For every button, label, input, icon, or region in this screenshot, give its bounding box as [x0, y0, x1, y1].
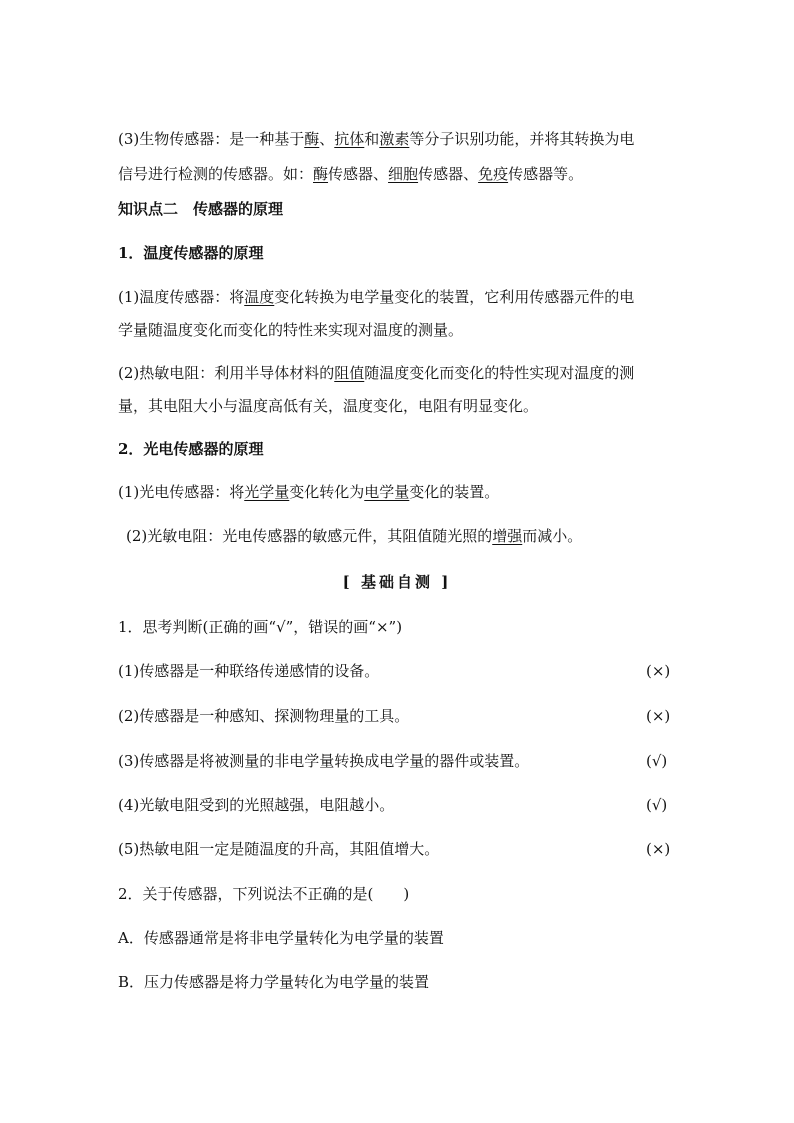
text-segment: 变化转化为 [289, 483, 365, 501]
underlined-term: 酶 [313, 165, 329, 183]
underlined-term: 激素 [379, 130, 410, 148]
underlined-term: 免疫 [478, 165, 509, 183]
text-segment: 信号进行检测的传感器。如： [118, 165, 314, 183]
text-segment: 、 [319, 130, 335, 148]
text-segment: 和 [364, 130, 380, 148]
temp-sensor-line-2: 学量随温度变化而变化的特性来实现对温度的测量。 [118, 321, 464, 339]
underlined-term: 温度 [244, 288, 275, 306]
judge-answer-2: (×) [646, 707, 671, 725]
section-title: 知识点二 传感器的原理 [118, 200, 284, 218]
underlined-term: 增强 [492, 527, 523, 545]
bio-sensor-line-2 [118, 164, 583, 184]
question-2: 2．关于传感器，下列说法不正确的是( ) [118, 885, 410, 903]
judge-item-3: (3)传感器是将被测量的非电学量转换成电学量的器件或装置。 [118, 752, 530, 770]
judge-answer-1: (×) [646, 662, 671, 680]
judge-answer-5: (×) [646, 840, 671, 858]
option-b: B．压力传感器是将力学量转化为电学量的装置 [118, 973, 430, 991]
underlined-term: 抗体 [334, 130, 365, 148]
text-segment: 传感器等。 [508, 165, 584, 183]
text-segment: (2)光敏电阻：光电传感器的敏感元件，其阻值随光照的 [126, 527, 493, 545]
text-segment: (2)热敏电阻：利用半导体材料的 [118, 364, 335, 382]
subsection-heading-photoelectric: 2．光电传感器的原理 [118, 440, 264, 458]
text-segment: 而减小。 [522, 527, 583, 545]
underlined-term: 酶 [304, 130, 320, 148]
text-segment: 传感器、 [328, 165, 389, 183]
thermistor-line-2: 量，其电阻大小与温度高低有关，温度变化，电阻有明显变化。 [118, 397, 539, 415]
question-1: 1．思考判断(正确的画“√”，错误的画“×”) [118, 618, 403, 636]
text-segment: 变化的装置。 [409, 483, 500, 501]
underlined-term: 电学量 [364, 483, 410, 501]
judge-item-5: (5)热敏电阻一定是随温度的升高，其阻值增大。 [118, 840, 440, 858]
text-segment: (3)生物传感器：是一种基于 [118, 130, 305, 148]
subsection-heading-temperature: 1．温度传感器的原理 [118, 244, 264, 262]
text-segment: (1)温度传感器：将 [118, 288, 245, 306]
judge-item-2: (2)传感器是一种感知、探测物理量的工具。 [118, 707, 410, 725]
text-segment: 随温度变化而变化的特性实现对温度的测 [364, 364, 635, 382]
judge-item-4: (4)光敏电阻受到的光照越强，电阻越小。 [118, 796, 395, 814]
temp-sensor-line-1 [118, 287, 634, 307]
thermistor-line-1 [118, 363, 634, 383]
judge-answer-4: (√) [646, 796, 668, 814]
self-test-heading: [ 基础自测 ] [342, 573, 452, 591]
photo-sensor-line [118, 482, 499, 502]
photoresistor-line [126, 526, 582, 546]
judge-answer-3: (√) [646, 752, 668, 770]
text-segment: 变化转换为电学量变化的装置，它利用传感器元件的电 [274, 288, 635, 306]
bio-sensor-line-1 [118, 129, 634, 149]
text-segment: 传感器、 [418, 165, 479, 183]
underlined-term: 细胞 [388, 165, 419, 183]
underlined-term: 光学量 [244, 483, 290, 501]
option-a: A．传感器通常是将非电学量转化为电学量的装置 [118, 929, 444, 947]
text-segment: 等分子识别功能，并将其转换为电 [409, 130, 635, 148]
text-segment: (1)光电传感器：将 [118, 483, 245, 501]
judge-item-1: (1)传感器是一种联络传递感情的设备。 [118, 662, 380, 680]
underlined-term: 阻值 [334, 364, 365, 382]
